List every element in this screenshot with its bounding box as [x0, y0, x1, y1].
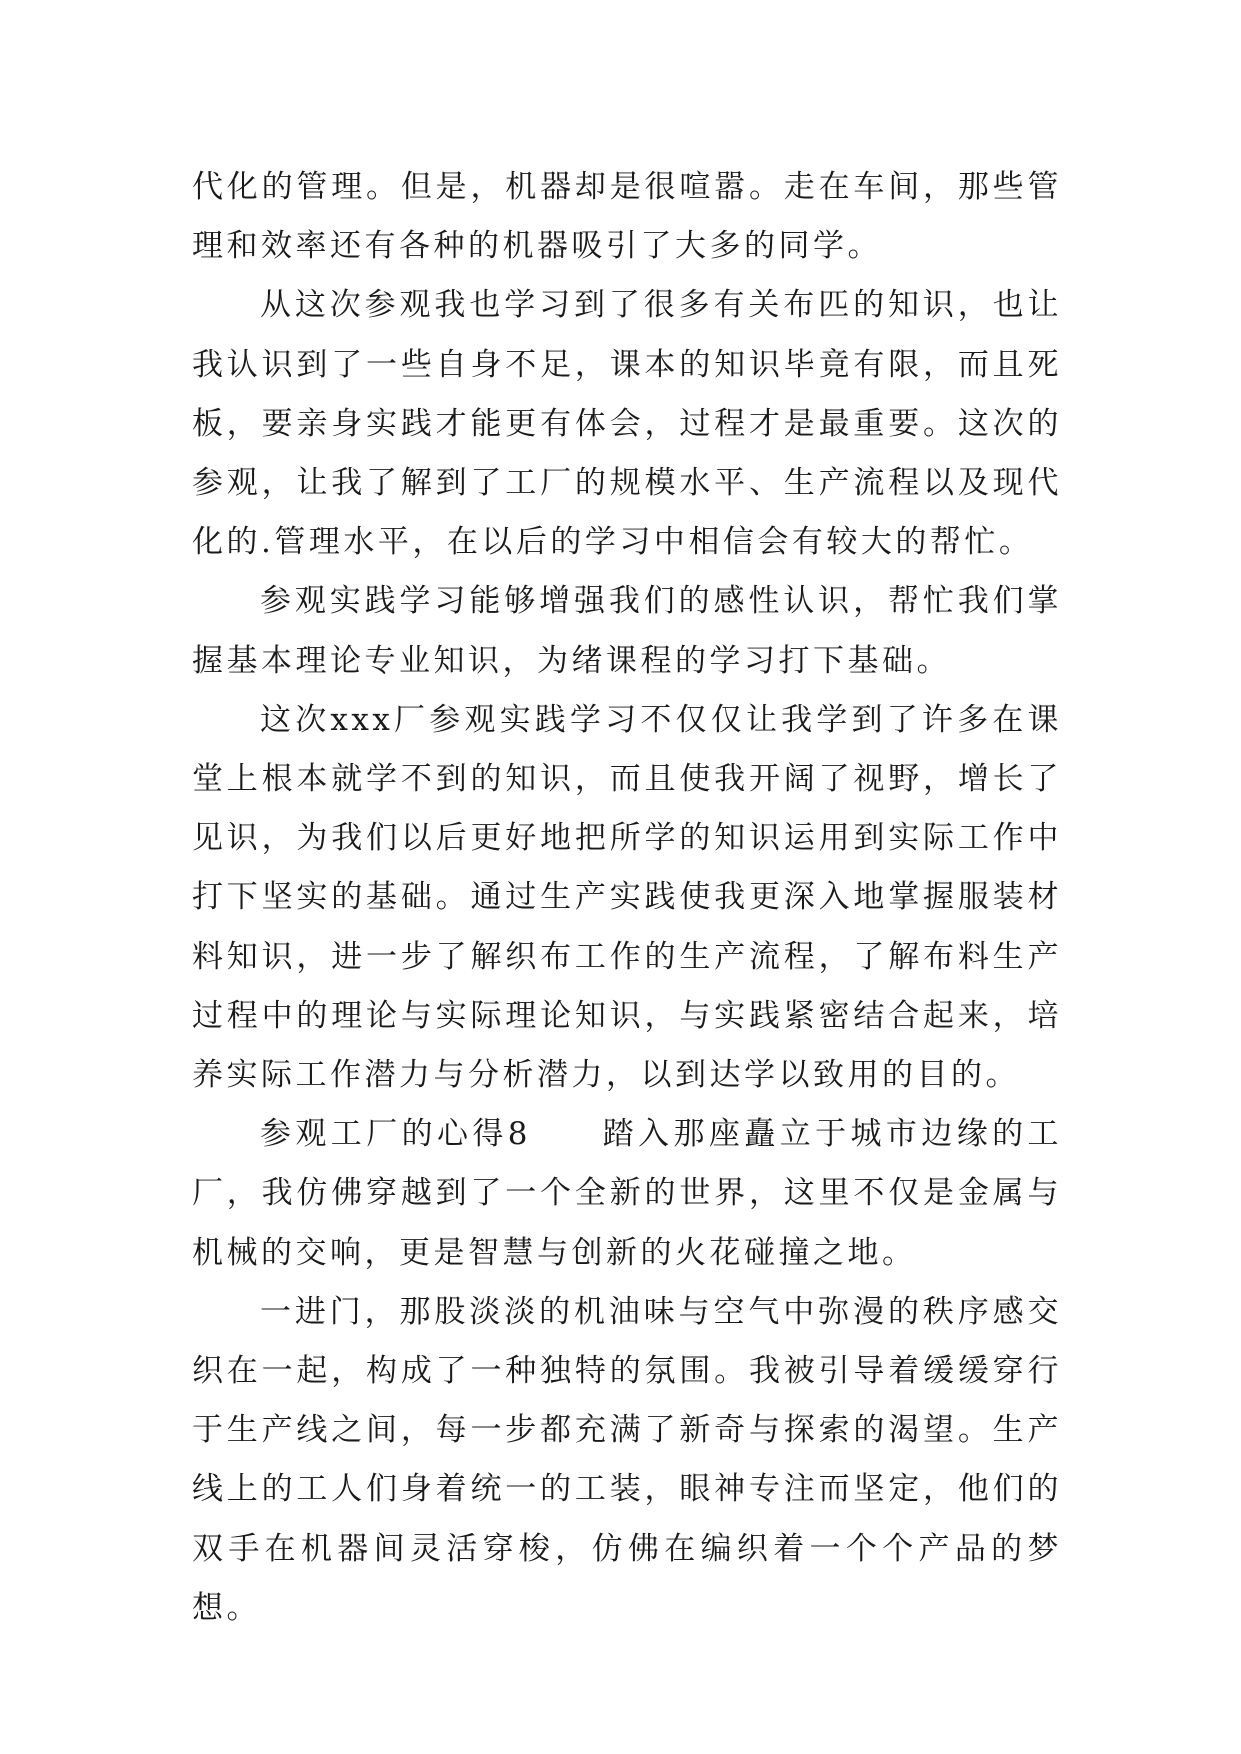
- paragraph-continuation: 代化的管理。但是，机器却是很喧嚣。走在车间，那些管理和效率还有各种的机器吸引了大多的同学。: [192, 169, 1062, 265]
- paragraph: 从这次参观我也学习到了很多有关布匹的知识，也让我认识到了一些自身不足，课本的知识毕竟有限，而且死板，要亲身实践才能更有体会，过程才是最重要。这次的参观，让我了解到了工厂的规模水平、生产流程以及现代化的.管理水平，在以后的学习中相信会有较大的帮忙。: [192, 287, 1062, 561]
- paragraph: 一进门，那股淡淡的机油味与空气中弥漫的秩序感交织在一起，构成了一种独特的氛围。我被引导着缓缓穿行于生产线之间，每一步都充满了新奇与探索的渴望。生产线上的工人们身着统一的工装，眼神专注而坚定，他们的双手在机器间灵活穿梭，仿佛在编织着一个个产品的梦想。: [192, 1293, 1062, 1626]
- document-body: [192, 158, 1062, 1638]
- paragraph: 这次xxx厂参观实践学习不仅仅让我学到了许多在课堂上根本就学不到的知识，而且使我开阔了视野，增长了见识，为我们以后更好地把所学的知识运用到实际工作中打下坚实的基础。通过生产实践使我更深入地掌握服装材料知识，进一步了解织布工作的生产流程，了解布料生产过程中的理论与实际理论知识，与实践紧密结合起来，培养实际工作潜力与分析潜力，以到达学以致用的目的。: [192, 701, 1062, 1094]
- paragraph: 参观实践学习能够增强我们的感性认识，帮忙我们掌握基本理论专业知识，为绪课程的学习打下基础。: [192, 583, 1062, 679]
- paragraph: 参观工厂的心得8 踏入那座矗立于城市边缘的工厂，我仿佛穿越到了一个全新的世界，这里不仅是金属与机械的交响，更是智慧与创新的火花碰撞之地。: [192, 1116, 1062, 1271]
